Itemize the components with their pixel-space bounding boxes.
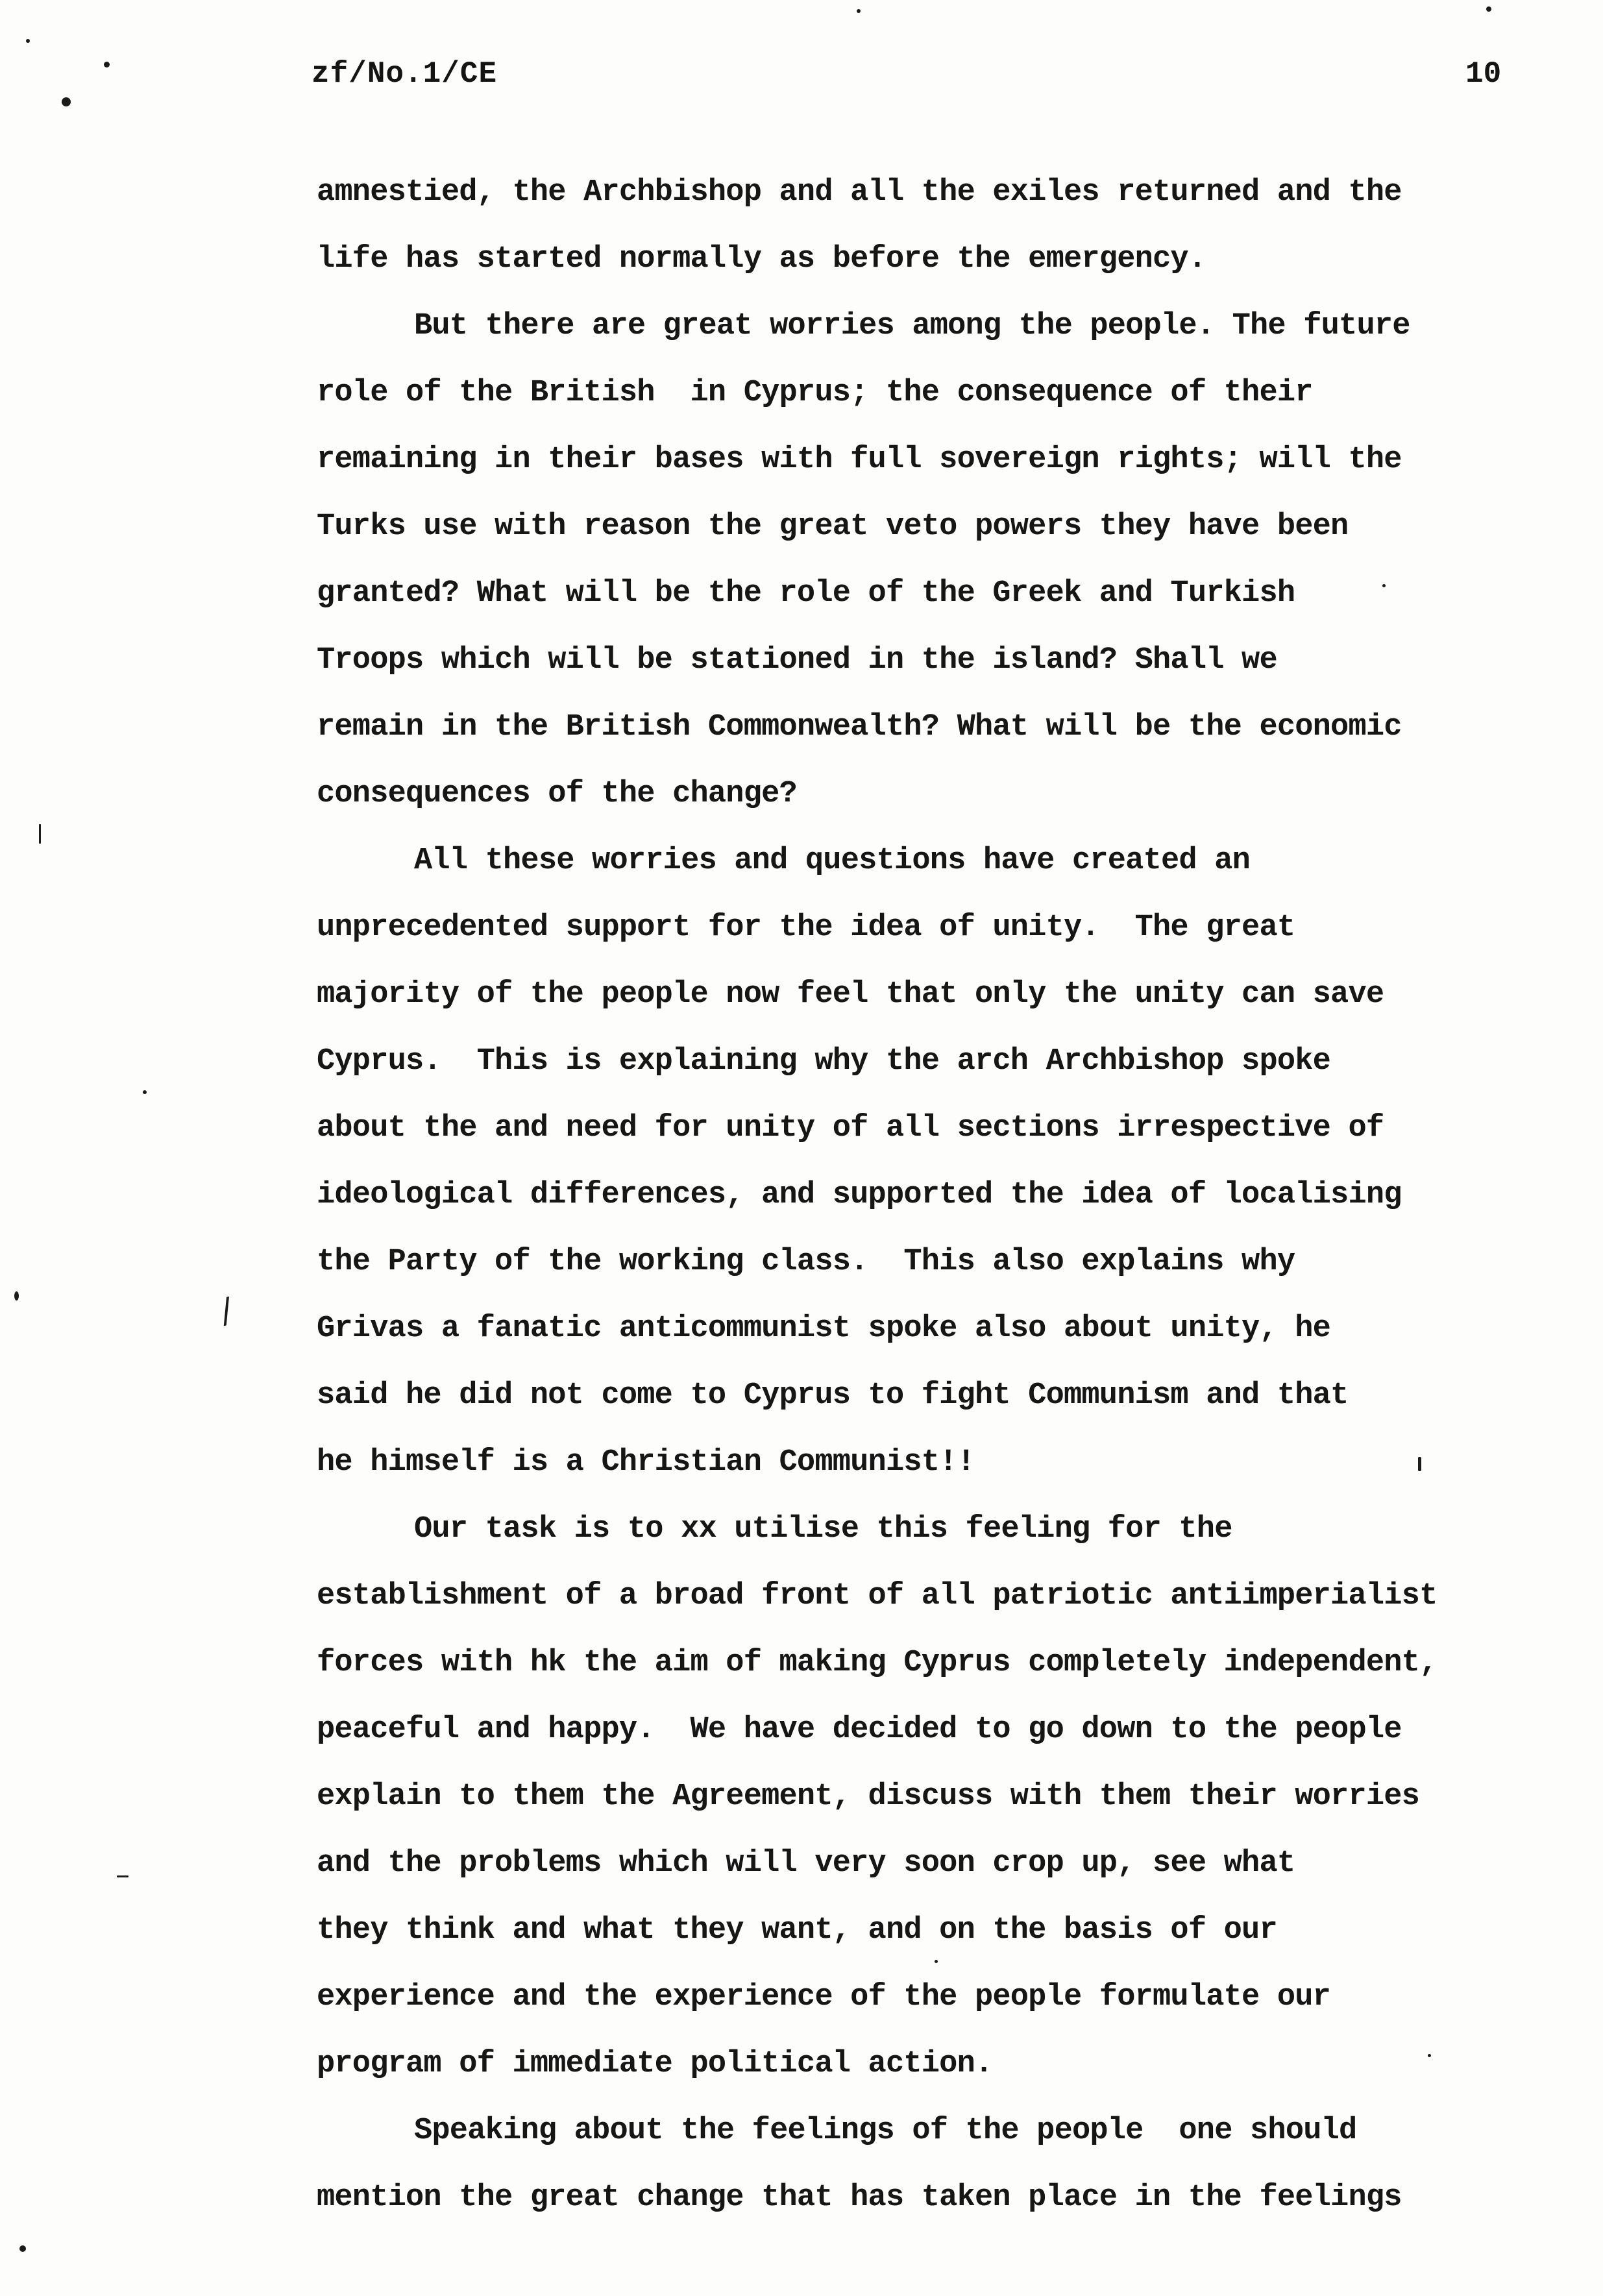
text-line: he himself is a Christian Communist!!: [317, 1445, 975, 1480]
body-text: [317, 159, 1589, 2231]
text-line: Troops which will be stationed in the island? Shall we: [317, 643, 1277, 678]
scan-speck: [62, 97, 71, 106]
text-line: explain to them the Agreement, discuss with them their worries: [317, 1779, 1420, 1814]
scan-speck: [1486, 6, 1491, 12]
page-number: 10: [1465, 57, 1502, 91]
text-line: mention the great change that has taken place in the feelings: [317, 2180, 1402, 2215]
text-line: said he did not come to Cyprus to fight Communism and that: [317, 1378, 1349, 1413]
scan-speck: [143, 1090, 147, 1094]
text-line: majority of the people now feel that only the unity can save: [317, 977, 1384, 1012]
scan-speck: [857, 9, 861, 13]
text-line: life has started normally as before the emergency.: [317, 242, 1206, 276]
text-line: Turks use with reason the great veto powers they have been: [317, 509, 1349, 544]
scan-speck: [14, 1291, 19, 1301]
text-line: ideological differences, and supported the idea of localising: [317, 1178, 1402, 1212]
text-line: and the problems which will very soon crop up, see what: [317, 1846, 1295, 1881]
paragraph-start-line: Our task is to xx utilise this feeling for the: [414, 1512, 1232, 1546]
document-reference: zf/No.1/CE: [312, 57, 498, 91]
text-line: the Party of the working class. This also explains why: [317, 1245, 1295, 1279]
text-line: about the and need for unity of all sections irrespective of: [317, 1111, 1384, 1145]
paragraph-start-line: But there are great worries among the people. The future: [414, 309, 1410, 343]
scan-speck: [39, 824, 41, 844]
text-line: experience and the experience of the people formulate our: [317, 1980, 1331, 2014]
scan-speck: [26, 39, 30, 43]
text-line: remaining in their bases with full sovereign rights; will the: [317, 443, 1402, 477]
text-line: Cyprus. This is explaining why the arch Archbishop spoke: [317, 1044, 1331, 1079]
text-line: unprecedented support for the idea of unity. The great: [317, 910, 1295, 945]
paragraph-start-line: All these worries and questions have created an: [414, 844, 1251, 878]
text-line: peaceful and happy. We have decided to go down to the people: [317, 1713, 1402, 1747]
text-line: granted? What will be the role of the Greek and Turkish: [317, 576, 1295, 611]
text-line: consequences of the change?: [317, 777, 797, 811]
text-line: role of the British in Cyprus; the consequence of their: [317, 376, 1313, 410]
text-line: Grivas a fanatic anticommunist spoke also about unity, he: [317, 1312, 1331, 1346]
text-line: remain in the British Commonwealth? What will be the economic: [317, 710, 1402, 744]
text-line: they think and what they want, and on the basis of our: [317, 1913, 1277, 1948]
scan-speck: [117, 1875, 128, 1877]
margin-annotation: /: [216, 1290, 236, 1332]
scan-speck: [104, 62, 110, 67]
text-line: program of immediate political action.: [317, 2047, 993, 2081]
text-line: forces with hk the aim of making Cyprus completely independent,: [317, 1646, 1438, 1680]
text-line: amnestied, the Archbishop and all the exiles returned and the: [317, 175, 1402, 210]
text-line: establishment of a broad front of all patriotic antiimperialist: [317, 1579, 1438, 1613]
scan-speck: [19, 2245, 26, 2252]
paragraph-start-line: Speaking about the feelings of the people one should: [414, 2114, 1357, 2148]
